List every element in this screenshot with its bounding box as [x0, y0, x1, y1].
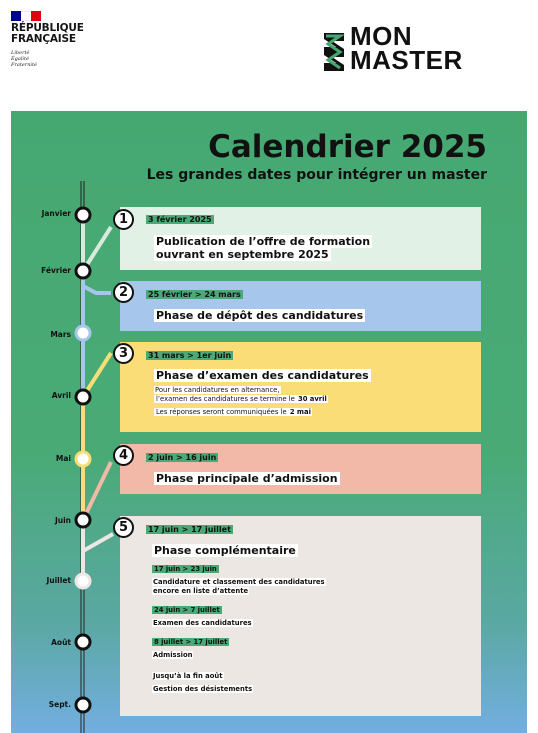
step-1-card [120, 207, 481, 270]
step-title [152, 544, 298, 557]
header [0, 0, 538, 110]
month-label: Mai [55, 454, 71, 463]
sub-date: 8 juillet > 17 juillet [154, 638, 228, 646]
month-label: Mars [50, 330, 71, 339]
note-date-bold: 2 mai [289, 408, 311, 416]
step-title [154, 369, 371, 382]
sub-date-plain: Jusqu’à la fin août [153, 672, 223, 680]
note-date-bold: 30 avril [297, 395, 327, 403]
mon-master-logo-text [350, 21, 463, 75]
poster-title: Calendrier 2025 [208, 129, 487, 165]
step-note [154, 395, 328, 404]
month-label: Juillet [46, 576, 71, 585]
step-note [154, 408, 312, 417]
step-3-card [120, 342, 481, 432]
step-number-badge: 4 [113, 445, 134, 466]
step-date: 31 mars > 1er juin [148, 351, 232, 360]
step-date: 3 février 2025 [148, 215, 212, 224]
calendar-poster [11, 111, 527, 733]
month-label: Février [41, 266, 71, 275]
step-2-card [120, 281, 481, 331]
step-title-text: Phase principale d’admission [156, 472, 338, 485]
sub-text [152, 587, 249, 596]
sub-text [152, 578, 326, 587]
step-number-badge: 5 [113, 517, 134, 538]
step-title-text: Phase d’examen des candidatures [156, 369, 369, 382]
sub-text-line-1: Admission [153, 651, 193, 659]
step-number-badge: 1 [113, 209, 134, 230]
step-title-line-2: ouvrant en septembre 2025 [156, 248, 329, 261]
logo-mon: MON [350, 21, 413, 51]
note-line-3: Les réponses seront communiquées le [156, 408, 289, 416]
sub-text-line-2: encore en liste d’attente [153, 587, 249, 595]
step-title [154, 248, 331, 261]
step-4-card [120, 444, 481, 494]
step-note [154, 386, 281, 395]
note-line-1: Pour les candidatures en alternance, [155, 386, 280, 394]
sub-date-text [152, 672, 224, 681]
devise [11, 50, 37, 68]
step-date: 25 février > 24 mars [148, 290, 241, 299]
step-title-text: Phase de dépôt des candidatures [156, 309, 364, 322]
rf-line-2: FRANÇAISE [11, 33, 76, 45]
sub-text [152, 619, 253, 628]
sub-text [152, 685, 253, 694]
step-number-badge: 3 [113, 343, 134, 364]
month-label: Sept. [48, 700, 71, 709]
french-flag-icon [11, 11, 41, 21]
step-title [154, 309, 365, 322]
rf-line-1: RÉPUBLIQUE [11, 22, 84, 34]
step-number-badge: 2 [113, 282, 134, 303]
devise-fraternite: Fraternité [11, 62, 37, 68]
sub-text-line-1: Examen des candidatures [153, 619, 252, 627]
devise-egalite: Égalité [11, 56, 29, 62]
step-date: 17 juin > 17 juillet [148, 525, 231, 534]
step-title-text: Phase complémentaire [154, 544, 296, 557]
sub-text [152, 651, 193, 660]
step-title-line-1: Publication de l’offre de formation [156, 235, 371, 248]
step-title [154, 235, 372, 248]
month-label: Janvier [41, 209, 71, 218]
month-label: Juin [54, 516, 71, 525]
devise-liberte: Liberté [11, 50, 30, 56]
sub-date: 17 juin > 23 juin [154, 565, 217, 573]
step-date: 2 juin > 16 juin [148, 453, 217, 462]
step-title [154, 472, 340, 485]
mon-master-logo-icon [322, 27, 346, 75]
sub-date: 24 juin > 7 juillet [154, 606, 220, 614]
sub-text-line-1: Gestion des désistements [153, 685, 253, 693]
poster-subtitle: Les grandes dates pour intégrer un master [146, 167, 487, 183]
sub-text-line-1: Candidature et classement des candidatures [153, 578, 325, 586]
month-label: Août [51, 638, 71, 647]
logo-master: MASTER [350, 45, 463, 75]
note-line-2: l’examen des candidatures se termine le [156, 395, 297, 403]
republique-francaise-logo [11, 23, 84, 45]
step-5-card [120, 516, 481, 716]
month-label: Avril [51, 391, 71, 400]
